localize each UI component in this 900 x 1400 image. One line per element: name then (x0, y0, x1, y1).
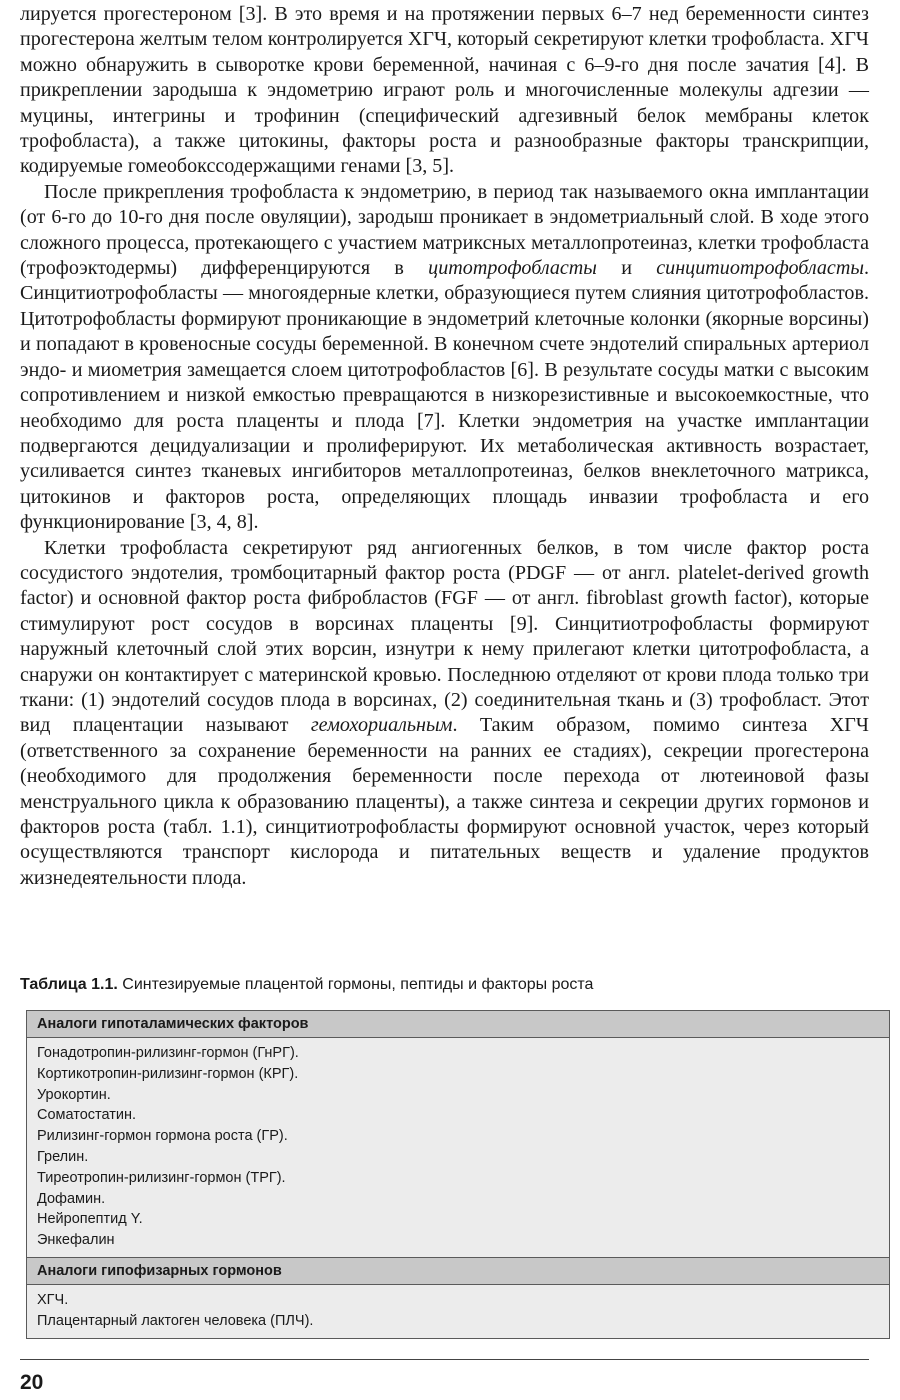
hormones-table (26, 1010, 890, 1339)
table-row: Грелин. (37, 1148, 89, 1165)
table-row: Соматостатин. (37, 1107, 137, 1124)
paragraph-3 (20, 536, 869, 892)
paragraph-1-text: лируется прогестероном [3]. В это время и на протяжении первых 6–7 нед беременности синтез прогестерона желтым телом контролируется ХГЧ, который секретируют клетки трофобласта. ХГЧ можно обнаружить в сыворотке крови беременной, начиная с 6–9-го дня после зачатия [4]. В прикреплении зародыша к эндометрию играют роль и многочисленные молекулы адгезии — муцины, интегрины и трофинин (специфический адгезивный белок мембраны клеток трофобласта), а также цитокины, факторы роста и разнообразные факторы транскрипции, кодируемые гомеобокссодержащими генами [3, 5]. (20, 3, 869, 178)
paragraph-3-text-a: Клетки трофобласта секретируют ряд ангиогенных белков, в том числе фактор роста сосудистого эндотелия, тромбоцитарный фактор роста (PDGF — от англ. platelet-derived growth factor) и основной фактор роста фибробластов (FGF — от англ. fibroblast growth factor), которые стимулируют рост сосудов в ворсинах плаценты [9]. Синцитиотрофобласты формируют наружный клеточный слой этих ворсин, изнутри к нему прилегают клетки цитотрофобласта, а снаружи он контактирует с материнской кровью. Последнюю отделяют от крови плода только три ткани: (1) эндотелий сосудов плода в ворсинах, (2) соединительная ткань и (3) трофобласт. Этот вид плацентации называют (20, 536, 869, 737)
term-syncytiotrophoblasts: синцитиотрофобласты (656, 257, 864, 280)
table-row: Гонадотропин-рилизинг-гормон (ГнРГ). (37, 1045, 299, 1061)
table-row: Урокортин. (37, 1086, 111, 1103)
paragraph-2 (20, 180, 869, 536)
paragraph-3-text-b: . Таким образом, помимо синтеза ХГЧ (ответственного за сохранение беременности на ранних ее стадиях), секреции прогестерона (необходимого для продолжения беременности после перехода от лютеиновой фазы менструального цикла к образованию плаценты), а также синтеза и секреции других гормонов и факторов роста (табл. 1.1), синцитиотрофобласты формируют основной участок, через который осуществляются транспорт кислорода и питательных веществ и удаление продуктов жизнедеятельности плода. (20, 714, 869, 889)
table-section-body (27, 1285, 889, 1338)
table-row: Тиреотропин-рилизинг-гормон (ТРГ). (37, 1169, 286, 1186)
table-row: Дофамин. (37, 1190, 106, 1207)
paragraph-2-text-a: После прикрепления трофобласта к эндометрию, в период так называемого окна имплантации (от 6-го до 10-го дня после овуляции), зародыш проникает в эндометриальный слой. В ходе этого сложного процесса, протекающего с участием матриксных металлопротеиназ, клетки трофобласта (трофоэктодермы) дифференцируются в (20, 180, 869, 280)
paragraph-2-text-c: . Синцитиотрофобласты — многоядерные клетки, образующиеся путем слияния цитотрофобластов. Цитотрофобласты формируют проникающие в эндометрий клеточные колонки (якорные ворсины) и попадают в кровеносные сосуды беременной. В конечном счете эндотелий спиральных артериол эндо- и миометрия замещается слоем цитотрофобластов [6]. В результате сосуды матки с высоким сопротивлением и низкой емкостью превращаются в низкорезистивные и высокоемкостные, что необходимо для роста плаценты и плода [7]. Клетки эндометрия на участке имплантации подвергаются децидуализации и пролиферируют. Их метаболическая активность возрастает, усиливается синтез тканевых ингибиторов металлопротеиназ, белков внеклеточного матрикса, цитокинов и факторов роста, определяющих площадь инвазии трофобласта и его функционирование [3, 4, 8]. (20, 257, 869, 534)
table-caption-text: Синтезируемые плацентой гормоны, пептиды и факторы роста (117, 976, 594, 993)
page-number: 20 (20, 1371, 44, 1394)
table-caption (20, 975, 593, 995)
table-row: Рилизинг-гормон гормона роста (ГР). (37, 1128, 288, 1145)
table-section-header: Аналоги гипофизарных гормонов (27, 1258, 889, 1285)
table-row: Кортикотропин-рилизинг-гормон (КРГ). (37, 1065, 299, 1082)
table-section-header: Аналоги гипоталамических факторов (27, 1011, 889, 1038)
body-text (20, 2, 869, 891)
table-row: Энкефалин (37, 1232, 115, 1249)
paragraph-2-text-b: и (596, 257, 657, 280)
table-row: Нейропептид Y. (37, 1211, 143, 1228)
table-row: Плацентарный лактоген человека (ПЛЧ). (37, 1312, 314, 1329)
table-section-body (27, 1038, 889, 1258)
page (20, 0, 869, 1329)
table-row: ХГЧ. (37, 1291, 69, 1308)
table-caption-label: Таблица 1.1. (20, 976, 118, 993)
footer-divider (20, 1359, 869, 1360)
paragraph-1 (20, 2, 869, 180)
term-cytotrophoblasts: цитотрофобласты (428, 257, 597, 280)
term-hemochorial: гемохориальным (310, 714, 453, 737)
